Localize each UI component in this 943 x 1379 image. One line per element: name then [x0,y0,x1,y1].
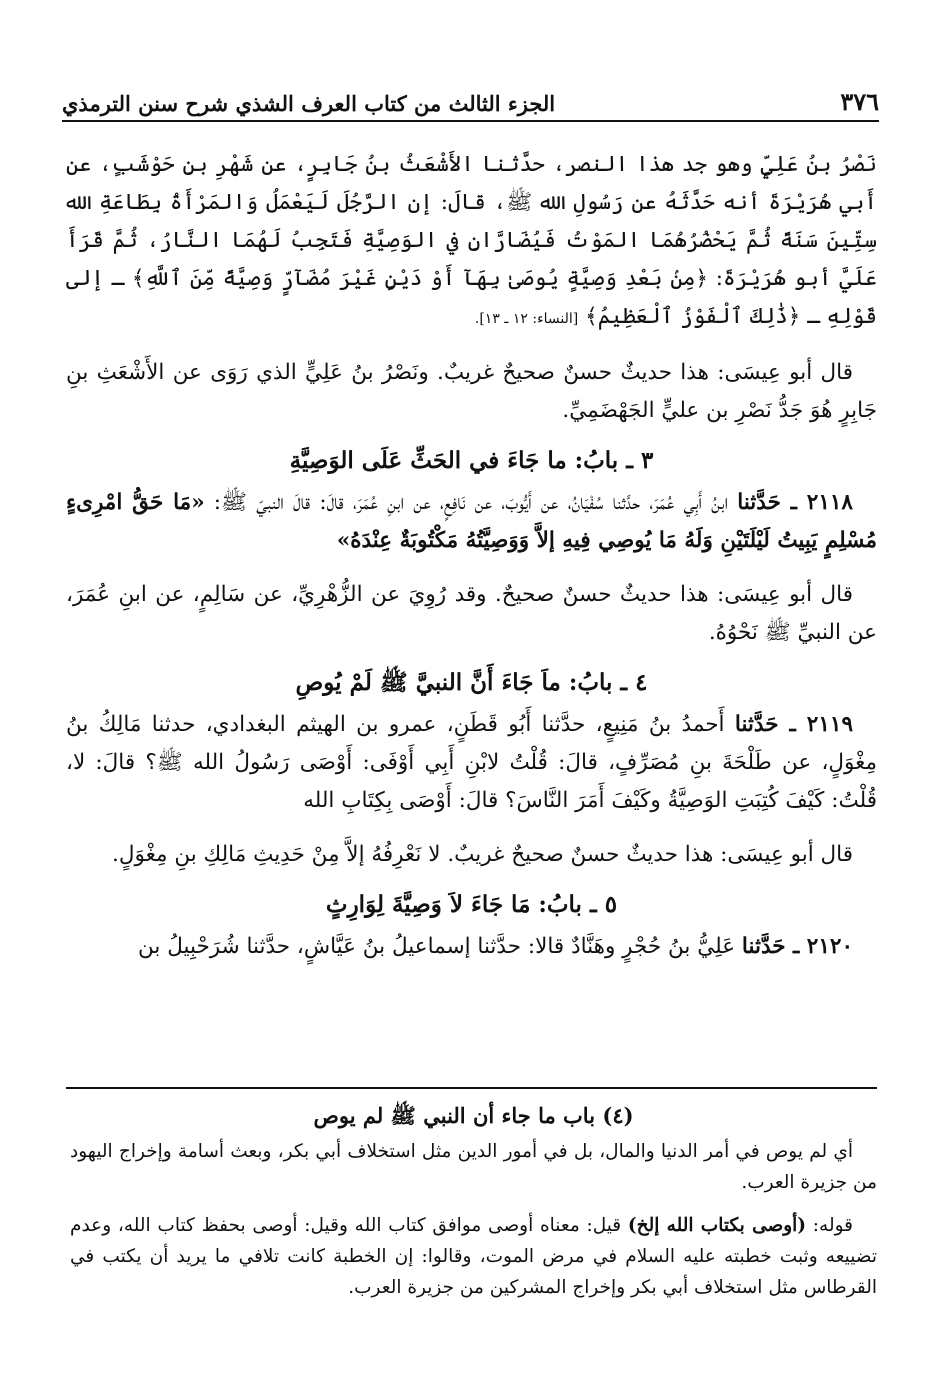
footnotes-section [70,1098,877,1303]
hadith-2120-text: عَلِيُّ بنُ حُجْرٍ وهَنَّادٌ قالا: حدَّثنا إسماعيلُ بنُ عَيَّاشٍ، حدَّثنا شُرَحْبِيلُ بن [138,934,742,959]
tirmidhi-comment-1: قال أبو عِيسَى: هذا حديثٌ حسنٌ صحيحٌ غريبٌ. ونَصْرُ بنُ عَلِيٍّ الذي رَوَى عن الأَشْعَثِ بنِ جَابِرٍ هُوَ جَدُّ نَصْرِ بن عليٍّ الجَهْضَمِيِّ. [66,360,877,423]
running-title: الجزء الثالث من كتاب العرف الشذي شرح سنن الترمذي [62,91,556,116]
footnote-2 [70,1210,877,1303]
chapter-heading-4: ٤ ـ بابُ: ماَ جَاءَ أَنَّ النبيَّ ﷺ لَمْ يُوصِ [295,669,648,696]
tirmidhi-comment-3: قال أبو عِيسَى: هذا حديثٌ حسنٌ صحيحٌ غريبٌ. لا نَعْرِفُهُ إلاَّ مِنْ حَدِيثِ مَالِكِ بنِ مِغْوَلٍ. [112,842,853,867]
hadith-2118-number: ٢١١٨ ـ حَدَّثنا [737,490,853,515]
hadith-continuation [66,146,877,338]
page-number: ٣٧٦ [840,87,879,116]
chapter-heading-5: ٥ ـ بابُ: مَا جَاءَ لاَ وَصِيَّةَ لِوَارِثٍ [325,891,618,918]
footnote-2-lead: قوله: [806,1215,853,1236]
hadith-2119-number: ٢١١٩ ـ حَدَّثنا [734,712,853,737]
footnote-1: أي لم يوص في أمر الدنيا والمال، بل في أمور الدين مثل استخلاف أبي بكر، وبعث أسامة وإخراج اليهود من جزيرة العرب. [70,1141,877,1193]
hadith-2118-chain: ابنُ أَبِي عُمَرَ، حدَّثنا سُفْيَانُ، عن أَيُّوبَ، عن نَافِعٍ، عن ابنِ عُمَرَ، قالَ: قالَ النبيّ ﷺ: [204,490,738,515]
footnote-divider [66,1087,877,1089]
main-text [66,146,877,966]
hadith-2119-text: أَحمدُ بنُ مَنِيعٍ، حدَّثنا أَبُو قَطَنٍ، عمرو بن الهيثم البغدادي، حدثنا مَالِكُ بنُ مِغْوَلٍ، عن طَلْحَةَ بنِ مُصَرِّفٍ، قالَ: قُلْتُ لابْنِ أَبِي أَوْفَى: أَوْصَى رَسُولُ الله ﷺ؟ قالَ: لا، قُلْتُ: كَيْفَ كُتِبَتِ الوَصِيَّةُ وكَيْفَ أَمَرَ النَّاسَ؟ قالَ: أَوْصَى بِكِتَابِ الله [66,712,877,813]
hadith-continuation-text: نَصْرُ بنُ عَلِيٍّ وهو جد هذا النصر، حدَّثنا الأَشْعَثُ بنُ جَابِرٍ، عن شَهْرِ بنِ حَوْشَبٍ، عن أَبي هُرَيْرَةَ أنه حَدَّثَهُ عن رَسُولِ الله ﷺ، قالَ: إن الرَّجُلَ لَيَعْمَلُ وَالمَرْأَةُ بِطَاعَةِ الله سِتِّينَ سَنَةً ثُمَّ يَحْضُرُهُمَا المَوْتُ فَيُضَارَّانِ في الوَصِيَّةِ فَتَجِبُ لَهُمَا النَّارُ، ثُمَّ قَرَأَ عَلَيَّ أبو هُرَيْرَةَ: ﴿مِنۢ بَعْدِ وَصِيَّةٍ يُوصَىٰ بِهَآ أَوْ دَيْنٍ غَيْرَ مُضَآرٍّ وَصِيَّةً مِّنَ ٱللَّهِ﴾ ـ إلى قَوْلِهِ ـ ﴿ذَٰلِكَ ٱلْفَوْزُ ٱلْعَظِيمُ﴾ [66,152,877,329]
hadith-2120 [66,928,877,966]
footnote-2-quote: (أوصى بكتاب الله إلخ) [627,1215,807,1236]
footnote-2-text: قيل: معناه أوصى موافق كتاب الله وقيل: أوصى بحفظ كتاب الله، وعدم تضييعه وثبت خطبته عليه السلام في مرض الموت، وقالوا: إن الخطبة كانت تلافي ما يريد أن يكتب في القرطاس مثل استخلاف أبي بكر وإخراج المشركين من جزيرة العرب. [70,1215,877,1298]
hadith-2118 [66,484,877,560]
chapter-heading-3: ٣ ـ بابُ: ما جَاءَ في الحَثِّ عَلَى الوَصِيَّةِ [289,447,654,474]
page-header [62,78,879,122]
tirmidhi-comment-2: قال أبو عِيسَى: هذا حديثٌ حسنٌ صحيحٌ. وقد رُوِيَ عن الزُّهْرِيِّ، عن سَالِمٍ، عن ابنِ عُمَرَ، عن النبيِّ ﷺ نَحْوُهُ. [66,582,877,645]
hadith-2118-matn: «مَا حَقُّ امْرِىءٍ مُسْلِمٍ يَبِيتُ لَيْلَتَيْنِ وَلَهُ مَا يُوصِي فِيهِ إلاَّ وَوَصِيَّتُهُ مَكْتُوبَةٌ عِنْدَهُ» [66,490,877,553]
footnote-heading: (٤) باب ما جاء أن النبي ﷺ لم يوص [313,1103,634,1128]
hadith-2119 [66,706,877,820]
quran-citation: [النساء: ١٢ ـ ١٣]. [474,311,579,327]
hadith-2120-number: ٢١٢٠ ـ حَدَّثنا [741,934,853,959]
